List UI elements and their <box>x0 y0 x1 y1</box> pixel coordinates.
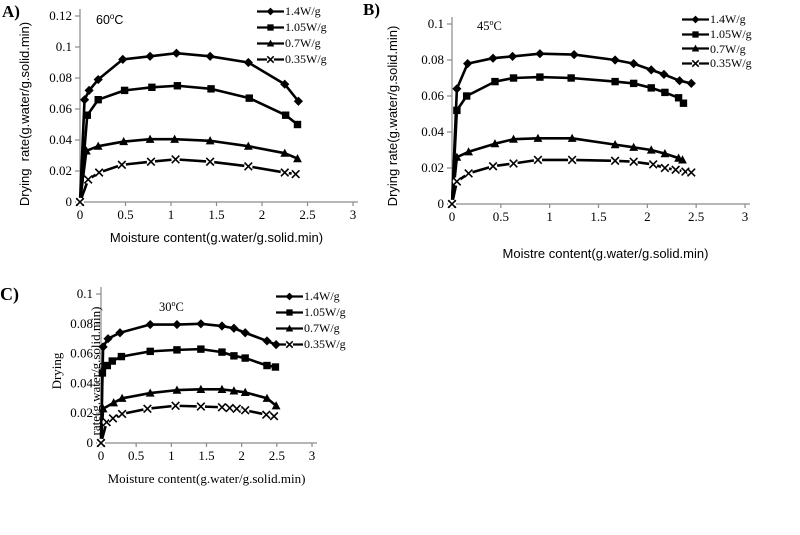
legend-item-0.7W/g <box>682 42 752 57</box>
data-point-marker <box>145 52 154 61</box>
y-tick-label: 0.12 <box>49 8 72 23</box>
data-point-marker <box>229 324 238 333</box>
x-tick-label: 2 <box>238 448 245 463</box>
legend-label: 1.05W/g <box>710 26 752 41</box>
data-point-marker <box>453 107 460 114</box>
y-tick-label: 0.1 <box>76 286 93 301</box>
data-point-marker <box>267 24 273 30</box>
y-tick-label: 0.1 <box>427 16 444 31</box>
x-tick-label: 0 <box>76 207 84 222</box>
title-temperature: 60 <box>96 13 110 27</box>
data-point-marker <box>286 292 294 300</box>
legend-item-1.4W/g <box>257 3 327 19</box>
data-point-marker <box>680 100 687 107</box>
data-point-marker <box>567 74 574 81</box>
y-tick-label: 0 <box>65 194 72 209</box>
data-point-marker <box>282 112 289 119</box>
panel-label-b: B) <box>363 0 380 19</box>
chart-panel-45c <box>360 0 800 268</box>
x-tick-label: 3 <box>741 209 749 224</box>
legend-swatch-triangle-icon <box>276 322 303 335</box>
legend-label: 0.7W/g <box>710 41 746 56</box>
legend-label: 1.4W/g <box>304 288 340 303</box>
data-point-marker <box>207 85 214 92</box>
data-point-marker <box>272 363 279 370</box>
x-tick-label: 2 <box>258 207 266 222</box>
panel-label-a: A) <box>2 2 20 21</box>
y-tick-label: 0 <box>437 196 444 211</box>
data-point-marker <box>206 52 215 61</box>
title-unit: C <box>175 300 184 314</box>
y-axis-label-30c <box>24 295 128 447</box>
legend-item-1.05W/g <box>682 27 752 42</box>
data-point-marker <box>174 82 181 89</box>
x-tick-label: 0 <box>97 448 105 463</box>
legend-label: 0.35W/g <box>304 337 346 352</box>
legend-label: 1.05W/g <box>304 304 346 319</box>
y-axis-label-60c: Drying rate(g.water/g.solid.min) <box>17 21 32 207</box>
x-tick-label: 1 <box>167 207 175 222</box>
data-point-marker <box>246 94 253 101</box>
legend-swatch-x-icon <box>257 53 284 66</box>
data-point-marker <box>508 52 517 61</box>
data-point-marker <box>648 84 655 91</box>
y-tick-label: 0.08 <box>421 52 444 67</box>
title-unit: C <box>493 19 502 33</box>
y-tick-label: 0.02 <box>421 160 444 175</box>
x-tick-label: 1.5 <box>198 448 215 463</box>
y-axis-label-45c: Drying rate(g.water/g.solid.min) <box>385 25 400 207</box>
data-point-marker <box>267 7 275 15</box>
y-tick-label: 0.04 <box>421 124 444 139</box>
legend-swatch-square-icon <box>682 28 709 41</box>
data-point-marker <box>148 84 155 91</box>
data-point-marker <box>172 320 181 329</box>
data-point-marker <box>611 78 618 85</box>
data-point-marker <box>121 87 128 94</box>
legend-swatch-x-icon <box>276 338 303 351</box>
y-tick-label: 0.04 <box>70 375 93 391</box>
y-tick-label: 0.06 <box>421 88 444 103</box>
x-tick-label: 2.5 <box>688 209 705 224</box>
data-point-marker <box>147 348 154 355</box>
x-tick-label: 0.5 <box>117 207 134 222</box>
y-tick-label: 0.08 <box>49 70 72 85</box>
series-line-0.7W/g <box>452 138 682 204</box>
data-point-marker <box>687 79 696 88</box>
data-point-marker <box>230 352 237 359</box>
data-point-marker <box>197 345 204 352</box>
x-tick-label: 1.5 <box>590 209 607 224</box>
legend-label: 0.7W/g <box>285 35 321 50</box>
x-tick-label: 2.5 <box>268 448 285 463</box>
x-tick-label: 1 <box>168 448 175 463</box>
y-tick-label: 0.02 <box>49 163 72 178</box>
x-tick-label: 0.5 <box>128 448 145 463</box>
x-axis-label-60c: Moisture content(g.water/g.solid.min) <box>109 230 324 245</box>
legend-item-0.7W/g <box>276 320 346 336</box>
series-line-1.05W/g <box>452 77 683 204</box>
x-tick-label: 2 <box>644 209 651 224</box>
data-point-marker <box>463 92 470 99</box>
chart-title-45c <box>477 19 502 34</box>
legend-item-0.7W/g <box>257 35 327 51</box>
data-point-marker <box>535 49 544 58</box>
y-tick-label: 0.1 <box>55 39 72 54</box>
x-tick-label: 0 <box>448 209 456 224</box>
data-point-marker <box>692 31 698 37</box>
data-point-marker <box>217 321 226 330</box>
chart-title-60c <box>96 13 123 27</box>
data-point-marker <box>80 95 89 104</box>
data-point-marker <box>286 309 292 315</box>
x-tick-label: 3 <box>349 207 357 222</box>
data-point-marker <box>95 96 102 103</box>
data-point-marker <box>262 336 271 345</box>
data-point-marker <box>263 362 270 369</box>
y-tick-label: 0.06 <box>49 101 72 116</box>
legend-item-1.05W/g <box>276 304 346 320</box>
data-point-marker <box>661 89 668 96</box>
legend-item-1.05W/g <box>257 19 327 35</box>
x-axis-label-45c: Moistre content(g.water/g.solid.min) <box>502 246 709 261</box>
y-axis-label-line2: rate(g.water/g.solid.min) <box>88 306 103 436</box>
y-tick-label: 0.02 <box>70 405 93 421</box>
chart-title-30c <box>159 300 184 315</box>
data-point-marker <box>659 70 668 79</box>
legend-60c <box>257 3 327 68</box>
panel-label-c: C) <box>0 284 19 304</box>
title-temperature: 45 <box>477 19 490 33</box>
data-point-marker <box>488 54 497 63</box>
data-point-marker <box>630 80 637 87</box>
degree-symbol: o <box>489 17 494 27</box>
legend-swatch-triangle-icon <box>682 42 709 55</box>
data-point-marker <box>146 320 155 329</box>
data-point-marker <box>463 59 472 68</box>
data-point-marker <box>294 121 301 128</box>
title-unit: C <box>114 13 124 27</box>
data-point-marker <box>692 15 700 23</box>
data-point-marker <box>647 65 656 74</box>
chart-panel-30c <box>0 280 380 508</box>
legend-swatch-square-icon <box>257 21 284 34</box>
y-tick-label: 0.08 <box>70 315 93 331</box>
data-point-marker <box>569 50 578 59</box>
x-axis-label-30c: Moisture content(g.water/g.solid.min) <box>107 471 306 486</box>
y-tick-label: 0.04 <box>49 132 72 147</box>
data-point-marker <box>491 78 498 85</box>
data-point-marker <box>611 55 620 64</box>
title-temperature: 30 <box>159 300 172 314</box>
data-point-marker <box>84 112 91 119</box>
legend-item-1.4W/g <box>682 12 752 27</box>
series-line-0.7W/g <box>80 139 297 202</box>
series-line-1.4W/g <box>80 53 298 202</box>
legend-swatch-diamond-icon <box>682 13 709 26</box>
legend-item-1.4W/g <box>276 288 346 304</box>
legend-label: 0.35W/g <box>710 56 752 71</box>
data-point-marker <box>675 76 684 85</box>
legend-item-0.35W/g <box>682 56 752 71</box>
legend-swatch-x-icon <box>682 57 709 70</box>
chart-panel-60c <box>0 0 368 262</box>
x-tick-label: 3 <box>308 448 316 463</box>
data-point-marker <box>218 348 225 355</box>
data-point-marker <box>629 59 638 68</box>
data-point-marker <box>510 74 517 81</box>
legend-label: 1.05W/g <box>285 19 327 34</box>
x-tick-label: 0.5 <box>492 209 509 224</box>
legend-swatch-diamond-icon <box>276 290 303 303</box>
legend-item-0.35W/g <box>257 52 327 68</box>
data-point-marker <box>241 354 248 361</box>
legend-swatch-square-icon <box>276 306 303 319</box>
legend-swatch-triangle-icon <box>257 37 284 50</box>
legend-label: 0.7W/g <box>304 320 340 335</box>
x-tick-label: 2.5 <box>299 207 316 222</box>
legend-30c <box>276 288 346 353</box>
data-point-marker <box>173 346 180 353</box>
data-point-marker <box>196 319 205 328</box>
data-point-marker <box>452 84 461 93</box>
x-tick-label: 1 <box>546 209 553 224</box>
degree-symbol: o <box>171 298 176 308</box>
y-tick-label: 0 <box>86 435 93 450</box>
legend-label: 1.4W/g <box>285 3 321 18</box>
series-line-0.35W/g <box>80 159 296 202</box>
legend-45c <box>682 12 752 71</box>
degree-symbol: o <box>109 11 115 21</box>
x-tick-label: 1.5 <box>208 207 225 222</box>
y-tick-label: 0.06 <box>70 345 93 361</box>
y-axis-label-line1: Drying <box>49 352 64 390</box>
legend-swatch-diamond-icon <box>257 5 284 18</box>
legend-item-0.35W/g <box>276 337 346 353</box>
legend-label: 0.35W/g <box>285 52 327 67</box>
data-point-marker <box>536 73 543 80</box>
data-point-marker <box>241 328 250 337</box>
data-point-marker <box>172 49 181 58</box>
legend-label: 1.4W/g <box>710 11 746 26</box>
